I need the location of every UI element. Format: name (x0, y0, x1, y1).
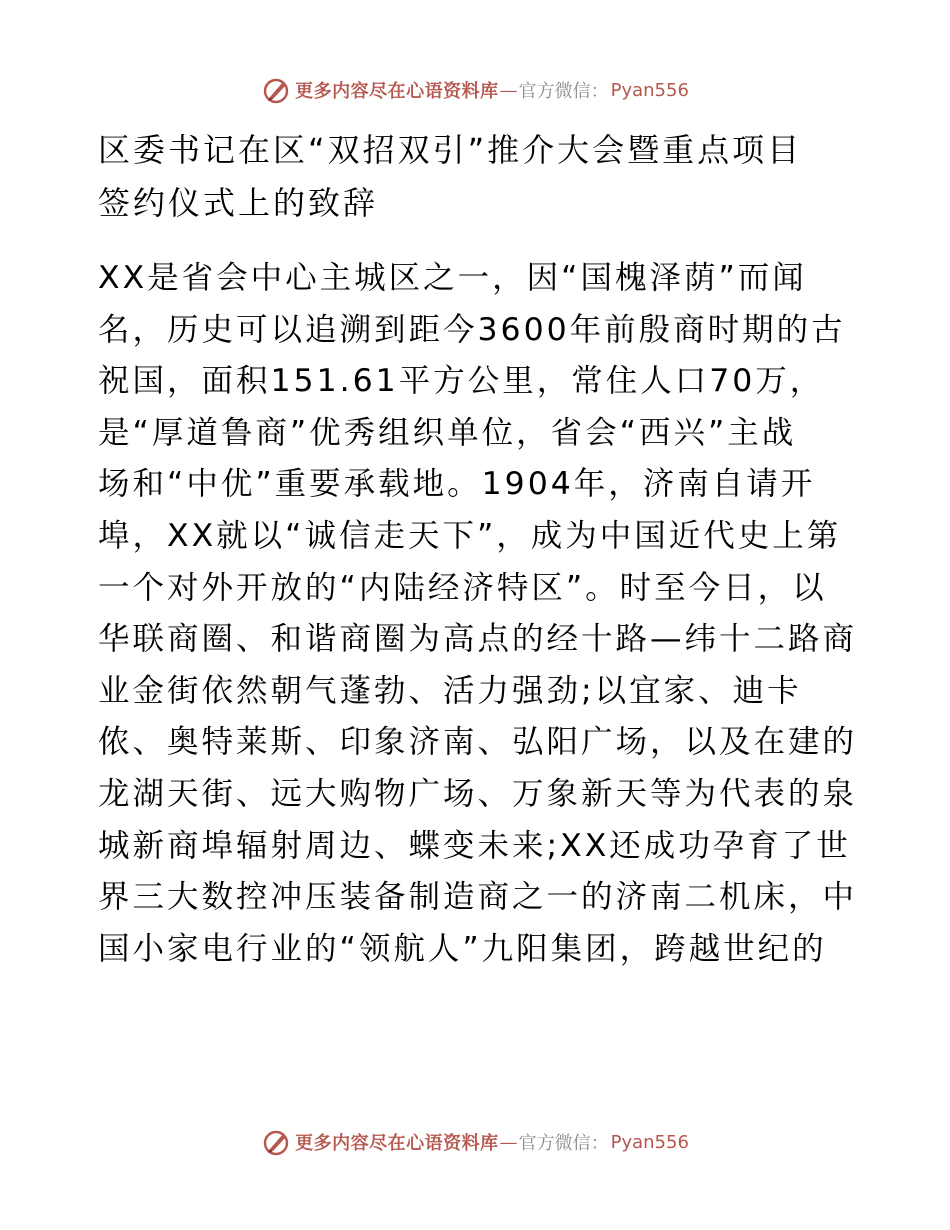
body-line: 场和“中优”重要承载地。1904年，济南自请开 (98, 466, 816, 503)
body-line: 埠，XX就以“诚信走天下”，成为中国近代史上第 (98, 517, 842, 554)
body-line: 华联商圈、和谐商圈为高点的经十路—纬十二路商 (98, 621, 858, 658)
body-line: 一个对外开放的“内陆经济特区”。时至今日，以 (98, 569, 827, 606)
pen-logo-icon (261, 1126, 293, 1158)
pen-logo-icon (261, 74, 293, 106)
watermark-account: Pyan556 (610, 1131, 689, 1153)
watermark-main-text: 更多内容尽在心语资料库 (295, 1133, 499, 1154)
body-line: 名，历史可以追溯到距今3600年前殷商时期的古 (98, 311, 846, 348)
document-title (98, 124, 858, 230)
document-body (98, 253, 868, 975)
watermark-dash: — (499, 79, 518, 101)
body-line: 龙湖天街、远大购物广场、万象新天等为代表的泉 (98, 775, 858, 812)
title-line: 区委书记在区“双招双引”推介大会暨重点项目 (98, 131, 803, 169)
watermark-label: 官方微信： (518, 1133, 609, 1154)
watermark-label: 官方微信： (518, 81, 609, 102)
watermark-main-text: 更多内容尽在心语资料库 (295, 81, 499, 102)
body-line: XX是省会中心主城区之一，因“国槐泽荫”而闻 (98, 260, 807, 296)
body-line: 国小家电行业的“领航人”九阳集团，跨越世纪的 (98, 930, 827, 967)
body-line: 业金街依然朝气蓬勃、活力强劲;以宜家、迪卡 (98, 672, 802, 709)
body-line: 祝国，面积151.61平方公里，常住人口70万， (98, 363, 825, 400)
watermark-footer (0, 1124, 950, 1160)
body-line: 是“厚道鲁商”优秀组织单位，省会“西兴”主战 (98, 414, 797, 451)
body-line: 侬、奥特莱斯、印象济南、弘阳广场，以及在建的 (98, 724, 858, 761)
body-line: 城新商埠辐射周边、蝶变未来;XX还成功孕育了世 (98, 827, 851, 864)
watermark-account: Pyan556 (610, 79, 689, 101)
body-line: 界三大数控冲压装备制造商之一的济南二机床，中 (98, 879, 858, 916)
title-line: 签约仪式上的致辞 (98, 184, 379, 222)
watermark-header (0, 72, 950, 108)
watermark-dash: — (499, 1131, 518, 1153)
